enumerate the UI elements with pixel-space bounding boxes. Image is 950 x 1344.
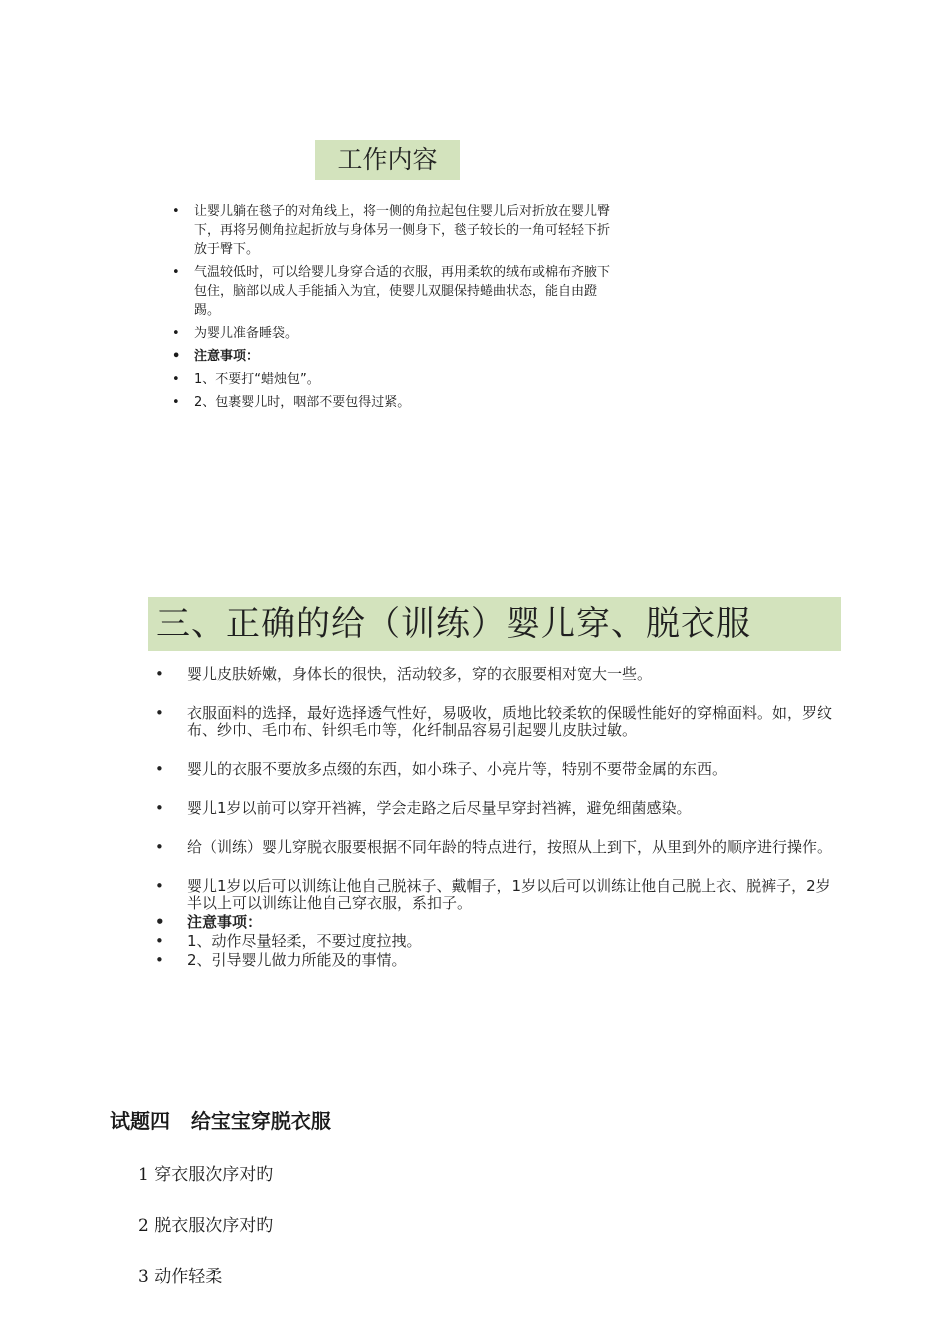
list-item: • 婴儿1岁以前可以穿开裆裤，学会走路之后尽量早穿封裆裤，避免细菌感染。	[155, 800, 835, 817]
list-item: • 让婴儿躺在毯子的对角线上，将一侧的角拉起包住婴儿后对折放在婴儿臀下，再将另侧角拉起折放与身体另一侧身下，毯子较长的一角可轻轻下折放于臀下。	[172, 202, 617, 259]
list-item: • 1、动作尽量轻柔，不要过度拉拽。	[155, 933, 835, 950]
list-item: • 2、引导婴儿做力所能及的事情。	[155, 952, 835, 969]
list-item: • 婴儿的衣服不要放多点缀的东西，如小珠子、小亮片等，特别不要带金属的东西。	[155, 761, 835, 778]
section2-title: 三、正确的给（训练）婴儿穿、脱衣服	[148, 597, 841, 651]
list-item-note-heading: • 注意事项：	[172, 347, 617, 366]
list-item: • 1、不要打“蜡烛包”。	[172, 370, 617, 389]
list-item: • 婴儿1岁以后可以训练让他自己脱袜子、戴帽子，1岁以后可以训练让他自己脱上衣、脱裤子，2岁半以上可以训练让他自己穿衣服，系扣子。	[155, 878, 835, 912]
criteria-item: 2 脱衣服次序对旳	[138, 1216, 274, 1236]
list-item: • 衣服面料的选择，最好选择透气性好，易吸收，质地比较柔软的保暖性能好的穿棉面料。如，罗纹布、纱巾、毛巾布、针织毛巾等，化纤制品容易引起婴儿皮肤过敏。	[155, 705, 835, 739]
criteria-item: 1 穿衣服次序对旳	[138, 1165, 274, 1185]
list-item: • 气温较低时，可以给婴儿身穿合适的衣服，再用柔软的绒布或棉布齐腋下包住，脑部以成人手能插入为宜，使婴儿双腿保持蜷曲状态，能自由蹬踢。	[172, 263, 617, 320]
exam-question-heading: 试题四 给宝宝穿脱衣服	[110, 1109, 331, 1133]
section1-title: 工作内容	[315, 140, 460, 180]
list-item-note-heading: • 注意事项：	[155, 914, 835, 931]
section2-list	[155, 666, 835, 969]
section1-list	[172, 202, 617, 416]
list-item: • 给（训练）婴儿穿脱衣服要根据不同年龄的特点进行，按照从上到下，从里到外的顺序进行操作。	[155, 839, 835, 856]
list-item: • 婴儿皮肤娇嫩，身体长的很快，活动较多，穿的衣服要相对宽大一些。	[155, 666, 835, 683]
criteria-item: 3 动作轻柔	[138, 1267, 223, 1287]
list-item: • 2、包裹婴儿时，咽部不要包得过紧。	[172, 393, 617, 412]
list-item: • 为婴儿准备睡袋。	[172, 324, 617, 343]
